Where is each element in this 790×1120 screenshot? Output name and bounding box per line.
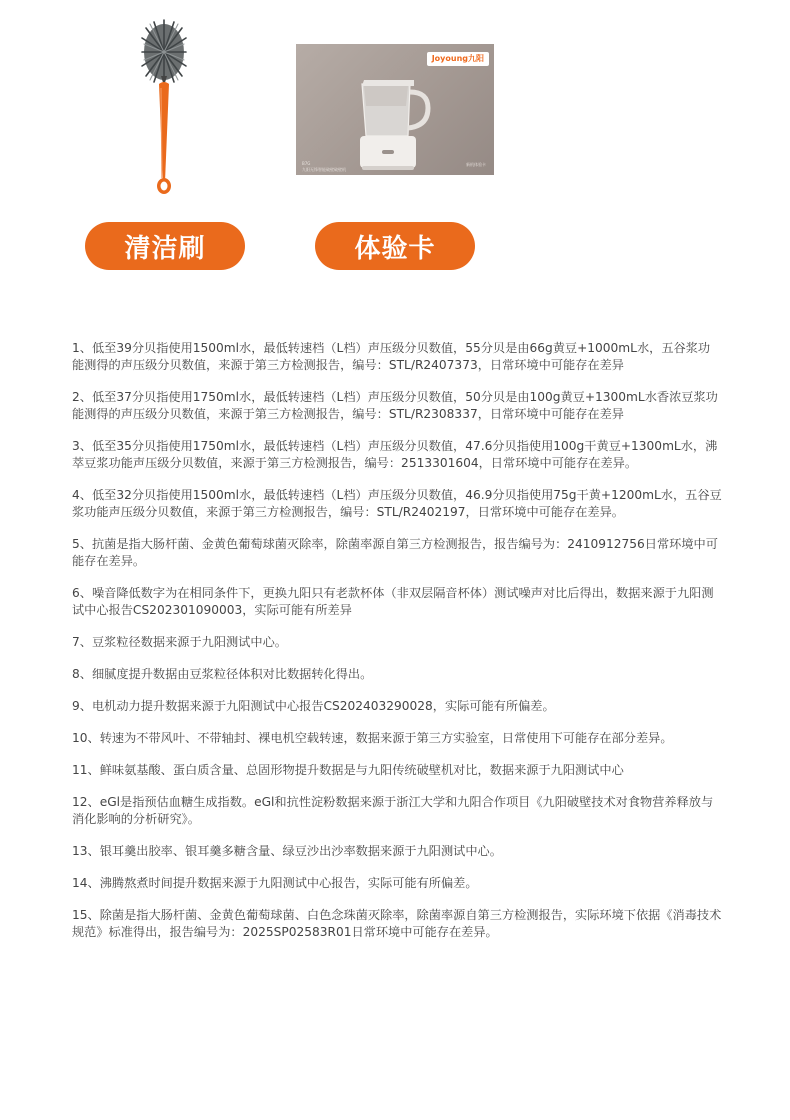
footnote: 15、除菌是指大肠杆菌、金黄色葡萄球菌、白色念珠菌灭除率，除菌率源自第三方检测报告，实际环境下依据《消毒技术规范》标准得出，报告编号为：2025SP02583R01日常环境中可能存在差异。 bbox=[72, 908, 722, 939]
brush-bristles bbox=[142, 20, 186, 82]
footnote: 1、低至39分贝指使用1500ml水，最低转速档（L档）声压级分贝数值，55分贝是由66g黄豆+1000mL水，五谷浆功能测得的声压级分贝数值，来源于第三方检测报告，编号：STL/R2407373，日常环境中可能存在差异 bbox=[72, 341, 711, 372]
brush-handle bbox=[157, 76, 171, 194]
footnote: 3、低至35分贝指使用1750ml水，最低转速档（L档）声压级分贝数值，47.6分贝指使用100g干黄豆+1300mL水，沸萃豆浆功能声压级分贝数值，来源于第三方检测报告，编号：2513301604，日常环境中可能存在差异。 bbox=[72, 439, 718, 470]
card-label: 新机体验卡 bbox=[466, 162, 486, 167]
footnote: 6、噪音降低数字为在相同条件下，更换九阳只有老款杯体（非双层隔音杯体）测试噪声对比后得出，数据来源于九阳测试中心报告CS202301090003，实际可能有所差异 bbox=[72, 586, 714, 617]
footnote: 14、沸腾熬煮时间提升数据来源于九阳测试中心报告，实际可能有所偏差。 bbox=[72, 876, 478, 890]
cleaning-brush-image bbox=[130, 14, 200, 196]
footnote: 2、低至37分贝指使用1750ml水，最低转速档（L档）声压级分贝数值，50分贝是由100g黄豆+1300mL水香浓豆浆功能测得的声压级分贝数值，来源于第三方检测报告，编号：STL/R2308337，日常环境中可能存在差异 bbox=[72, 390, 718, 421]
footnote: 13、银耳羹出胶率、银耳羹多糖含量、绿豆沙出沙率数据来源于九阳测试中心。 bbox=[72, 844, 502, 858]
footnote: 5、抗菌是指大肠杆菌、金黄色葡萄球菌灭除率，除菌率源自第三方检测报告，报告编号为：2410912756日常环境中可能存在差异。 bbox=[72, 537, 718, 568]
footnote: 10、转速为不带风叶、不带轴封、裸电机空载转速，数据来源于第三方实验室，日常使用下可能存在部分差异。 bbox=[72, 731, 673, 745]
experience-card-image bbox=[296, 44, 494, 175]
brand-logo: Joyoung九阳 bbox=[427, 52, 489, 66]
blender-image bbox=[348, 62, 440, 175]
footnote: 7、豆浆粒径数据来源于九阳测试中心。 bbox=[72, 635, 287, 649]
card-caption: 九阳无锋智能破壁破壁机 bbox=[302, 167, 346, 172]
card-label-pill: 体验卡 bbox=[315, 222, 475, 270]
footnote: 11、鲜味氨基酸、蛋白质含量、总固形物提升数据是与九阳传统破壁机对比，数据来源于九阳测试中心 bbox=[72, 763, 624, 777]
footnote: 12、eGl是指预估血糖生成指数。eGl和抗性淀粉数据来源于浙江大学和九阳合作项目《九阳破壁技术对食物营养释放与消化影响的分析研究》。 bbox=[72, 795, 714, 826]
brush-label: 清洁刷 bbox=[85, 222, 245, 270]
footnote: 9、电机动力提升数据来源于九阳测试中心报告CS202403290028，实际可能有所偏差。 bbox=[72, 699, 555, 713]
footnotes bbox=[72, 340, 722, 956]
footnote: 8、细腻度提升数据由豆浆粒径体积对比数据转化得出。 bbox=[72, 667, 373, 681]
card-model: B7G bbox=[302, 161, 311, 166]
footnote: 4、低至32分贝指使用1500ml水，最低转速档（L档）声压级分贝数值，46.9分贝指使用75g干黄+1200mL水，五谷豆浆功能声压级分贝数值，来源于第三方检测报告，编号：STL/R2402197，日常环境中可能存在差异。 bbox=[72, 488, 722, 519]
